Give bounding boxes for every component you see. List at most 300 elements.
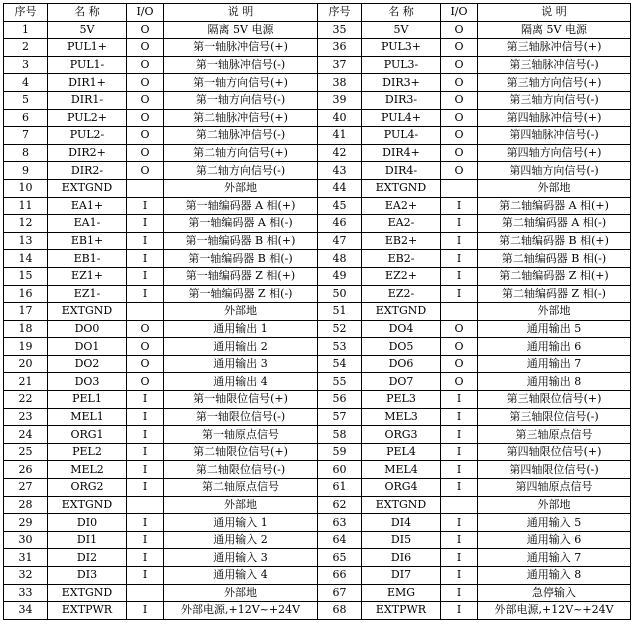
pin-description-cell: 第一轴原点信号: [164, 426, 318, 444]
pin-name-cell: ORG2: [48, 479, 127, 497]
pin-description-cell: 第二轴方向信号(+): [164, 144, 318, 162]
pin-description-cell: 第一轴方向信号(-): [164, 91, 318, 109]
pin-name-cell: EZ2+: [362, 267, 441, 285]
table-row: [4, 91, 631, 109]
pin-name-cell: EZ2-: [362, 285, 441, 303]
pin-io-cell: O: [127, 338, 164, 356]
pin-description-cell: 第三轴原点信号: [478, 426, 631, 444]
pin-description-cell: 外部地: [164, 303, 318, 321]
pin-io-cell: I: [441, 426, 478, 444]
pin-name-cell: PUL2-: [48, 127, 127, 145]
pin-number-cell: 18: [4, 320, 48, 338]
pin-io-cell: O: [441, 144, 478, 162]
pin-name-cell: DIR4+: [362, 144, 441, 162]
pin-name-cell: ORG1: [48, 426, 127, 444]
pin-description-cell: 急停输入: [478, 584, 631, 602]
pin-description-cell: 第一轴编码器 A 相(+): [164, 197, 318, 215]
pin-description-cell: 通用输出 2: [164, 338, 318, 356]
pin-number-cell: 37: [318, 56, 362, 74]
pin-number-cell: 54: [318, 355, 362, 373]
pin-description-cell: 外部地: [164, 584, 318, 602]
table-row: [4, 531, 631, 549]
pin-io-cell: I: [127, 479, 164, 497]
pin-io-cell: I: [441, 602, 478, 620]
pin-io-cell: [127, 584, 164, 602]
pin-number-cell: 58: [318, 426, 362, 444]
pin-description-cell: 通用输出 5: [478, 320, 631, 338]
pin-number-cell: 40: [318, 109, 362, 127]
pin-description-cell: 通用输入 8: [478, 567, 631, 585]
pin-name-cell: DIR4-: [362, 162, 441, 180]
pin-io-cell: O: [127, 109, 164, 127]
pin-description-cell: 第四轴限位信号(+): [478, 443, 631, 461]
pin-description-cell: 第一轴编码器 B 相(-): [164, 250, 318, 268]
pin-io-cell: O: [441, 21, 478, 39]
pin-io-cell: I: [127, 197, 164, 215]
pin-io-cell: O: [127, 373, 164, 391]
pin-number-cell: 60: [318, 461, 362, 479]
pin-io-cell: O: [127, 21, 164, 39]
pin-name-cell: EXTGND: [362, 179, 441, 197]
pin-number-cell: 8: [4, 144, 48, 162]
pin-io-cell: O: [127, 162, 164, 180]
pin-number-cell: 20: [4, 355, 48, 373]
pin-number-cell: 6: [4, 109, 48, 127]
pin-name-cell: EA2-: [362, 215, 441, 233]
pin-number-cell: 4: [4, 74, 48, 92]
pin-description-cell: 外部地: [478, 179, 631, 197]
table-header-row: [4, 4, 631, 22]
pin-description-cell: 通用输出 8: [478, 373, 631, 391]
table-row: [4, 602, 631, 620]
pin-number-cell: 34: [4, 602, 48, 620]
pin-description-cell: 外部地: [478, 303, 631, 321]
pin-description-cell: 第一轴脉冲信号(-): [164, 56, 318, 74]
pin-name-cell: EXTGND: [48, 584, 127, 602]
table-row: [4, 584, 631, 602]
pin-description-cell: 第二轴限位信号(+): [164, 443, 318, 461]
pin-description-cell: 第二轴方向信号(-): [164, 162, 318, 180]
pin-number-cell: 50: [318, 285, 362, 303]
pin-name-cell: PUL2+: [48, 109, 127, 127]
pin-number-cell: 38: [318, 74, 362, 92]
pin-io-cell: O: [127, 144, 164, 162]
pin-description-cell: 第一轴方向信号(+): [164, 74, 318, 92]
pin-description-cell: 第三轴方向信号(-): [478, 91, 631, 109]
pin-name-cell: DI7: [362, 567, 441, 585]
pin-description-cell: 第二轴编码器 Z 相(+): [478, 267, 631, 285]
pin-number-cell: 17: [4, 303, 48, 321]
pin-io-cell: I: [441, 531, 478, 549]
pin-description-cell: 第二轴原点信号: [164, 479, 318, 497]
pin-description-cell: 第一轴编码器 Z 相(+): [164, 267, 318, 285]
pin-description-cell: 第一轴编码器 Z 相(-): [164, 285, 318, 303]
pin-description-cell: 通用输入 6: [478, 531, 631, 549]
pin-description-cell: 第二轴脉冲信号(+): [164, 109, 318, 127]
pin-number-cell: 3: [4, 56, 48, 74]
pin-number-cell: 15: [4, 267, 48, 285]
pin-name-cell: 5V: [48, 21, 127, 39]
pin-io-cell: I: [441, 267, 478, 285]
pin-name-cell: DIR1+: [48, 74, 127, 92]
pin-io-cell: I: [441, 461, 478, 479]
pin-io-cell: I: [127, 232, 164, 250]
pin-description-cell: 通用输入 4: [164, 567, 318, 585]
pin-number-cell: 5: [4, 91, 48, 109]
pin-number-cell: 24: [4, 426, 48, 444]
pin-name-cell: MEL4: [362, 461, 441, 479]
pin-name-cell: EXTGND: [48, 179, 127, 197]
header-cell: 序号: [4, 4, 48, 22]
pin-number-cell: 33: [4, 584, 48, 602]
pin-name-cell: EZ1-: [48, 285, 127, 303]
pin-number-cell: 16: [4, 285, 48, 303]
pin-description-cell: 通用输出 4: [164, 373, 318, 391]
pin-description-cell: 第一轴脉冲信号(+): [164, 39, 318, 57]
pin-name-cell: EA2+: [362, 197, 441, 215]
pin-description-cell: 第三轴脉冲信号(-): [478, 56, 631, 74]
pin-name-cell: DO4: [362, 320, 441, 338]
pin-description-cell: 外部电源,+12V~+24V: [164, 602, 318, 620]
pin-name-cell: PUL3-: [362, 56, 441, 74]
pin-number-cell: 10: [4, 179, 48, 197]
pin-io-cell: I: [127, 285, 164, 303]
pin-name-cell: EXTPWR: [362, 602, 441, 620]
pin-number-cell: 64: [318, 531, 362, 549]
pin-io-cell: I: [441, 250, 478, 268]
pin-number-cell: 53: [318, 338, 362, 356]
pin-name-cell: DI0: [48, 514, 127, 532]
pin-name-cell: EB2-: [362, 250, 441, 268]
table-row: [4, 443, 631, 461]
pin-name-cell: MEL2: [48, 461, 127, 479]
pin-io-cell: I: [441, 215, 478, 233]
table-row: [4, 303, 631, 321]
pin-number-cell: 59: [318, 443, 362, 461]
table-row: [4, 514, 631, 532]
pin-description-cell: 第三轴限位信号(-): [478, 408, 631, 426]
pin-name-cell: DI4: [362, 514, 441, 532]
pin-number-cell: 21: [4, 373, 48, 391]
pin-name-cell: PUL4+: [362, 109, 441, 127]
pin-io-cell: O: [441, 373, 478, 391]
pin-number-cell: 49: [318, 267, 362, 285]
pin-description-cell: 隔离 5V 电源: [478, 21, 631, 39]
table-row: [4, 250, 631, 268]
pin-name-cell: DI1: [48, 531, 127, 549]
pin-description-cell: 第二轴编码器 A 相(-): [478, 215, 631, 233]
pin-number-cell: 47: [318, 232, 362, 250]
pin-io-cell: O: [441, 56, 478, 74]
pin-number-cell: 26: [4, 461, 48, 479]
table-row: [4, 144, 631, 162]
pin-io-cell: O: [127, 39, 164, 57]
pin-name-cell: DI5: [362, 531, 441, 549]
table-row: [4, 21, 631, 39]
pin-number-cell: 29: [4, 514, 48, 532]
pin-io-cell: I: [127, 567, 164, 585]
pin-io-cell: O: [127, 320, 164, 338]
pin-io-cell: I: [441, 391, 478, 409]
pin-number-cell: 30: [4, 531, 48, 549]
pin-name-cell: EZ1+: [48, 267, 127, 285]
pin-description-cell: 通用输入 3: [164, 549, 318, 567]
table-row: [4, 215, 631, 233]
pin-io-cell: I: [441, 408, 478, 426]
pin-number-cell: 2: [4, 39, 48, 57]
pin-number-cell: 27: [4, 479, 48, 497]
table-row: [4, 232, 631, 250]
pin-io-cell: O: [441, 338, 478, 356]
pin-name-cell: PEL3: [362, 391, 441, 409]
pin-name-cell: 5V: [362, 21, 441, 39]
pin-io-cell: I: [127, 514, 164, 532]
header-cell: 说 明: [478, 4, 631, 22]
pin-description-cell: 第三轴脉冲信号(+): [478, 39, 631, 57]
header-cell: I/O: [127, 4, 164, 22]
pin-number-cell: 31: [4, 549, 48, 567]
pin-io-cell: O: [441, 91, 478, 109]
table-row: [4, 567, 631, 585]
pin-name-cell: DI6: [362, 549, 441, 567]
pin-name-cell: EXTGND: [48, 303, 127, 321]
pin-number-cell: 56: [318, 391, 362, 409]
pin-name-cell: EA1-: [48, 215, 127, 233]
pin-io-cell: I: [441, 514, 478, 532]
pin-io-cell: O: [441, 109, 478, 127]
pin-name-cell: DIR2-: [48, 162, 127, 180]
pin-io-cell: I: [127, 549, 164, 567]
pin-io-cell: I: [127, 443, 164, 461]
pin-description-cell: 外部地: [478, 496, 631, 514]
pin-name-cell: EB1-: [48, 250, 127, 268]
pin-number-cell: 68: [318, 602, 362, 620]
pin-io-cell: O: [441, 74, 478, 92]
pin-description-cell: 通用输入 2: [164, 531, 318, 549]
pin-io-cell: O: [127, 74, 164, 92]
pin-name-cell: PUL1-: [48, 56, 127, 74]
pin-name-cell: EA1+: [48, 197, 127, 215]
pin-io-cell: I: [127, 250, 164, 268]
pin-description-cell: 通用输入 7: [478, 549, 631, 567]
pin-number-cell: 22: [4, 391, 48, 409]
pin-name-cell: PEL1: [48, 391, 127, 409]
pin-description-cell: 第四轴方向信号(+): [478, 144, 631, 162]
pin-name-cell: EXTGND: [48, 496, 127, 514]
table-row: [4, 320, 631, 338]
pin-name-cell: EMG: [362, 584, 441, 602]
pin-number-cell: 36: [318, 39, 362, 57]
pin-io-cell: I: [441, 232, 478, 250]
pin-io-cell: I: [127, 426, 164, 444]
pin-name-cell: MEL3: [362, 408, 441, 426]
pin-io-cell: I: [441, 197, 478, 215]
table-row: [4, 479, 631, 497]
pin-io-cell: O: [441, 39, 478, 57]
pin-io-cell: O: [127, 91, 164, 109]
pin-name-cell: EXTGND: [362, 496, 441, 514]
pin-name-cell: DO0: [48, 320, 127, 338]
table-row: [4, 267, 631, 285]
table-row: [4, 373, 631, 391]
table-row: [4, 162, 631, 180]
pin-io-cell: I: [127, 531, 164, 549]
table-row: [4, 179, 631, 197]
pin-description-cell: 隔离 5V 电源: [164, 21, 318, 39]
pin-io-cell: I: [127, 267, 164, 285]
header-cell: I/O: [441, 4, 478, 22]
pin-io-cell: [441, 303, 478, 321]
pin-description-cell: 通用输出 7: [478, 355, 631, 373]
pin-number-cell: 46: [318, 215, 362, 233]
pin-description-cell: 第一轴限位信号(-): [164, 408, 318, 426]
pin-name-cell: DIR1-: [48, 91, 127, 109]
pin-description-cell: 第三轴方向信号(+): [478, 74, 631, 92]
pin-description-cell: 第二轴编码器 A 相(+): [478, 197, 631, 215]
pin-io-cell: I: [127, 602, 164, 620]
pin-description-cell: 第二轴编码器 B 相(+): [478, 232, 631, 250]
pin-io-cell: O: [441, 162, 478, 180]
pin-number-cell: 51: [318, 303, 362, 321]
pin-number-cell: 14: [4, 250, 48, 268]
pin-number-cell: 23: [4, 408, 48, 426]
header-cell: 名 称: [48, 4, 127, 22]
table-row: [4, 391, 631, 409]
pin-name-cell: DO5: [362, 338, 441, 356]
pin-description-cell: 通用输出 1: [164, 320, 318, 338]
pin-description-cell: 第二轴编码器 B 相(-): [478, 250, 631, 268]
pin-number-cell: 67: [318, 584, 362, 602]
header-cell: 说 明: [164, 4, 318, 22]
pin-name-cell: PEL4: [362, 443, 441, 461]
pin-description-cell: 第一轴编码器 A 相(-): [164, 215, 318, 233]
pin-name-cell: DI3: [48, 567, 127, 585]
pin-name-cell: DO2: [48, 355, 127, 373]
pin-name-cell: DO1: [48, 338, 127, 356]
pin-io-cell: I: [441, 584, 478, 602]
pin-description-cell: 第四轴原点信号: [478, 479, 631, 497]
pin-io-cell: O: [127, 355, 164, 373]
pin-description-cell: 通用输出 6: [478, 338, 631, 356]
pin-io-cell: I: [127, 391, 164, 409]
table-row: [4, 338, 631, 356]
pin-number-cell: 12: [4, 215, 48, 233]
pin-description-cell: 第一轴限位信号(+): [164, 391, 318, 409]
pin-number-cell: 35: [318, 21, 362, 39]
pin-number-cell: 55: [318, 373, 362, 391]
pin-description-cell: 第四轴限位信号(-): [478, 461, 631, 479]
pin-number-cell: 42: [318, 144, 362, 162]
pin-description-cell: 外部地: [164, 496, 318, 514]
table-row: [4, 109, 631, 127]
pin-io-cell: [127, 496, 164, 514]
pin-description-cell: 外部电源,+12V~+24V: [478, 602, 631, 620]
pin-description-cell: 第三轴限位信号(+): [478, 391, 631, 409]
pin-name-cell: DIR2+: [48, 144, 127, 162]
pin-number-cell: 65: [318, 549, 362, 567]
pin-name-cell: PUL1+: [48, 39, 127, 57]
pin-number-cell: 57: [318, 408, 362, 426]
pin-io-cell: I: [127, 461, 164, 479]
pin-name-cell: MEL1: [48, 408, 127, 426]
pin-number-cell: 39: [318, 91, 362, 109]
table-row: [4, 496, 631, 514]
pin-number-cell: 44: [318, 179, 362, 197]
pin-name-cell: EB2+: [362, 232, 441, 250]
pin-name-cell: PUL3+: [362, 39, 441, 57]
pin-name-cell: EB1+: [48, 232, 127, 250]
pin-description-cell: 第四轴脉冲信号(-): [478, 127, 631, 145]
pin-number-cell: 32: [4, 567, 48, 585]
pin-description-cell: 第二轴编码器 Z 相(-): [478, 285, 631, 303]
pin-name-cell: DO6: [362, 355, 441, 373]
pin-description-cell: 第二轴脉冲信号(-): [164, 127, 318, 145]
pin-number-cell: 52: [318, 320, 362, 338]
table-row: [4, 39, 631, 57]
pin-io-cell: I: [441, 549, 478, 567]
pin-number-cell: 9: [4, 162, 48, 180]
table-row: [4, 549, 631, 567]
pin-number-cell: 43: [318, 162, 362, 180]
pin-name-cell: PEL2: [48, 443, 127, 461]
pin-description-cell: 通用输入 5: [478, 514, 631, 532]
pin-description-cell: 通用输出 3: [164, 355, 318, 373]
pin-io-cell: I: [127, 215, 164, 233]
pin-number-cell: 13: [4, 232, 48, 250]
pin-number-cell: 19: [4, 338, 48, 356]
pin-description-cell: 第二轴限位信号(-): [164, 461, 318, 479]
pin-number-cell: 45: [318, 197, 362, 215]
pin-io-cell: I: [441, 567, 478, 585]
table-row: [4, 426, 631, 444]
pin-name-cell: DI2: [48, 549, 127, 567]
pin-io-cell: [441, 179, 478, 197]
pin-io-cell: O: [441, 320, 478, 338]
pin-io-cell: I: [441, 443, 478, 461]
table-row: [4, 127, 631, 145]
pin-description-cell: 通用输入 1: [164, 514, 318, 532]
pin-number-cell: 25: [4, 443, 48, 461]
pin-io-cell: [127, 179, 164, 197]
pin-description-cell: 外部地: [164, 179, 318, 197]
pin-name-cell: DIR3+: [362, 74, 441, 92]
pin-name-cell: EXTGND: [362, 303, 441, 321]
pin-name-cell: PUL4-: [362, 127, 441, 145]
pin-io-cell: I: [441, 285, 478, 303]
pin-name-cell: DO3: [48, 373, 127, 391]
pin-io-cell: O: [441, 127, 478, 145]
pin-number-cell: 63: [318, 514, 362, 532]
pin-number-cell: 66: [318, 567, 362, 585]
pinout-table: [3, 3, 631, 620]
pin-number-cell: 62: [318, 496, 362, 514]
table-row: [4, 197, 631, 215]
pin-description-cell: 第四轴脉冲信号(+): [478, 109, 631, 127]
pin-number-cell: 41: [318, 127, 362, 145]
pin-io-cell: [441, 496, 478, 514]
pin-io-cell: O: [127, 127, 164, 145]
pin-io-cell: O: [441, 355, 478, 373]
table-row: [4, 355, 631, 373]
pin-name-cell: ORG4: [362, 479, 441, 497]
pin-number-cell: 28: [4, 496, 48, 514]
table-row: [4, 408, 631, 426]
pin-number-cell: 48: [318, 250, 362, 268]
pin-number-cell: 7: [4, 127, 48, 145]
table-row: [4, 56, 631, 74]
pin-number-cell: 11: [4, 197, 48, 215]
pin-name-cell: ORG3: [362, 426, 441, 444]
